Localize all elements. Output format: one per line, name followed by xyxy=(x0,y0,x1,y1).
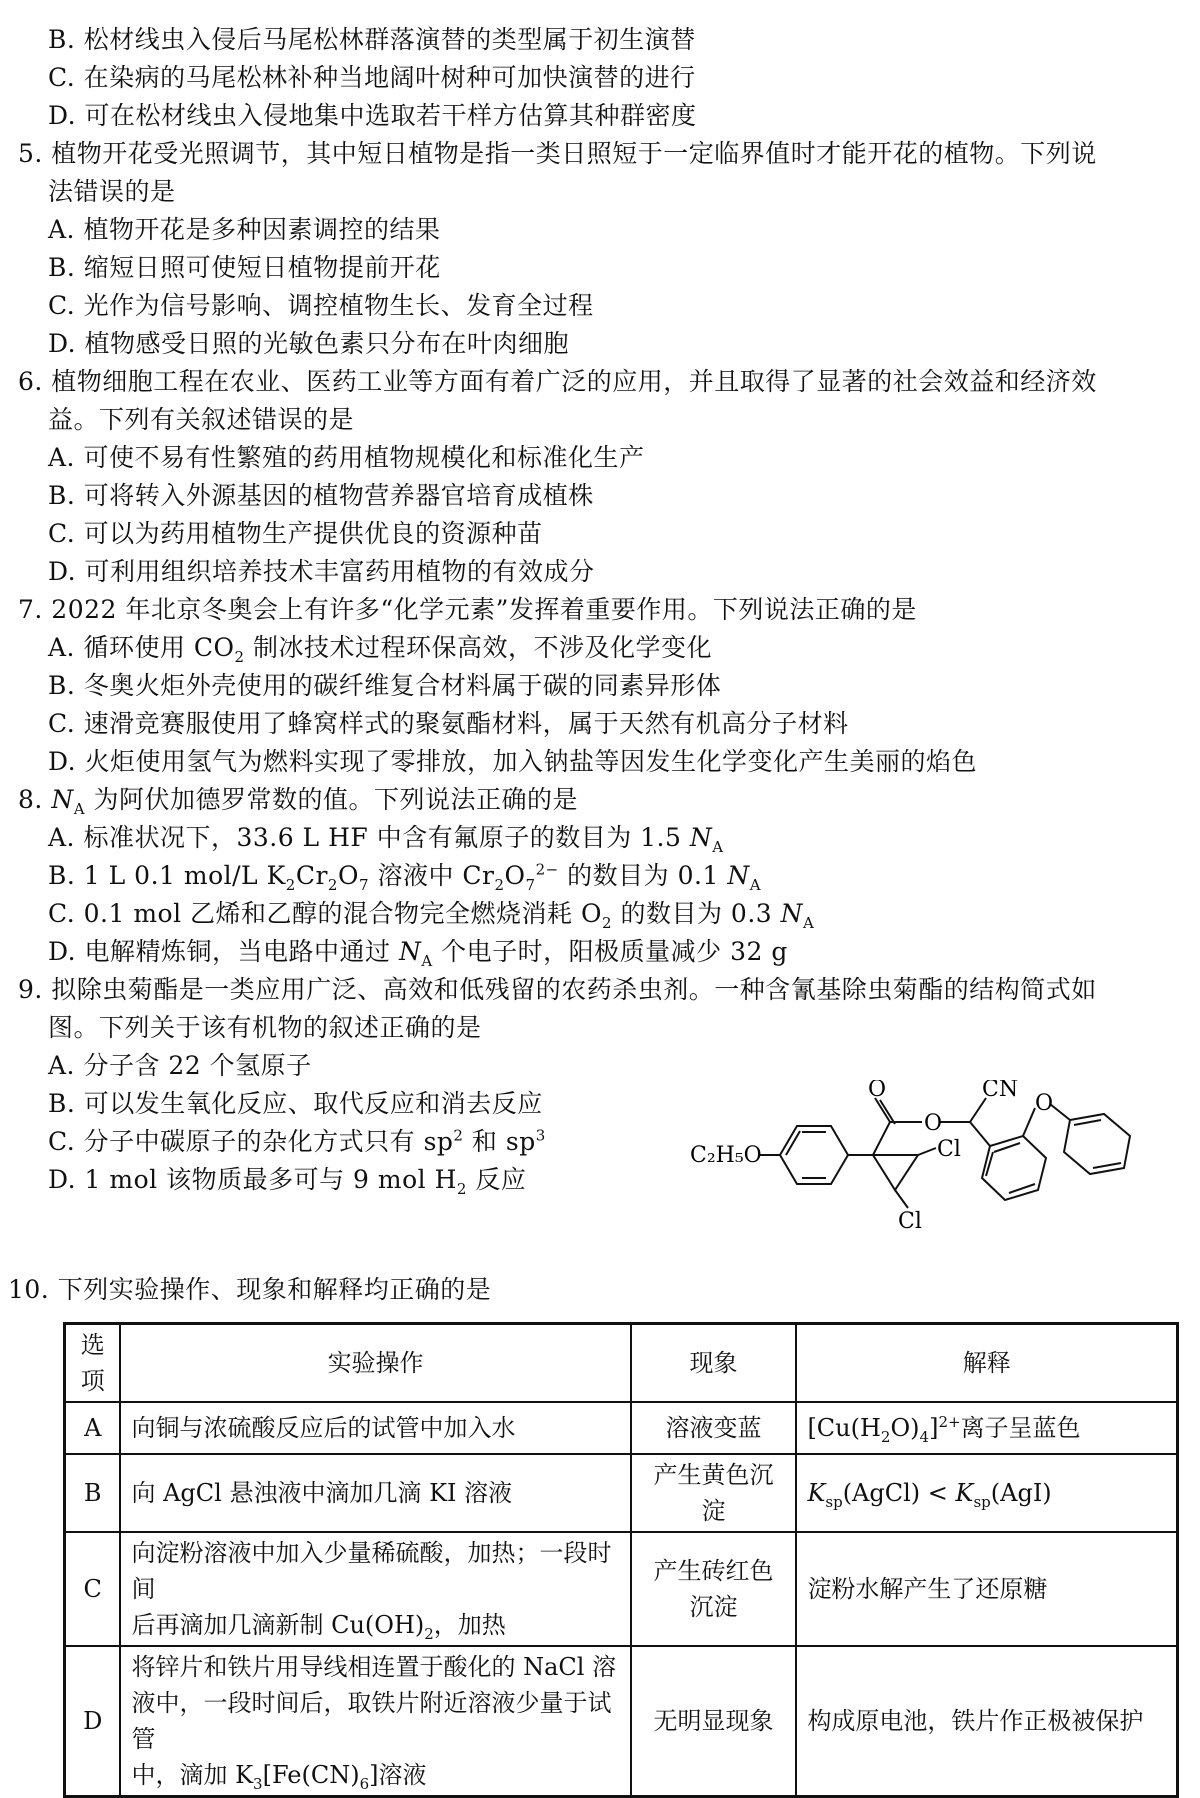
table-row xyxy=(65,1532,1178,1646)
row-a-option: A xyxy=(65,1402,121,1454)
table-row xyxy=(65,1402,1178,1454)
q8-stem: 8. $N_A$ 为阿伏加德罗常数的值。下列说法正确的是 xyxy=(18,785,578,818)
table-row xyxy=(65,1454,1178,1532)
q8-option-d: D. 电解精炼铜，当电路中通过 $N_A$ 个电子时，阳极质量减少 32 g xyxy=(48,937,788,970)
header-explanation: 解释 xyxy=(796,1324,1177,1403)
q9-option-d: D. 1 mol 该物质最多可与 9 mol $H_2$ 反应 xyxy=(48,1165,527,1198)
q7-option-c: C. 速滑竞赛服使用了蜂窝样式的聚氨酯材料，属于天然有机高分子材料 xyxy=(48,709,849,738)
row-d-option: D xyxy=(65,1646,121,1797)
q5-stem-line1: 5. 植物开花受光照调节，其中短日植物是指一类日照短于一定临界值时才能开花的植物。下列说 xyxy=(18,139,1097,168)
q6-option-d: D. 可利用组织培养技术丰富药用植物的有效成分 xyxy=(48,557,595,586)
row-c-phenomenon: 产生砖红色沉淀 xyxy=(631,1532,797,1646)
q6-option-b: B. 可将转入外源基因的植物营养器官培育成植株 xyxy=(48,481,594,510)
q7-option-d: D. 火炬使用氢气为燃料实现了零排放，加入钠盐等因发生化学变化产生美丽的焰色 xyxy=(48,747,978,776)
q4-option-d: D. 可在松材线虫入侵地集中选取若干样方估算其种群密度 xyxy=(48,101,697,130)
table-header-row xyxy=(65,1324,1178,1403)
q10-stem: 10. 下列实验操作、现象和解释均正确的是 xyxy=(8,1275,492,1304)
row-b-option: B xyxy=(65,1454,121,1532)
table-row xyxy=(65,1646,1178,1797)
q5-option-c: C. 光作为信号影响、调控植物生长、发育全过程 xyxy=(48,291,594,320)
carbonyl-oxygen-label: O xyxy=(868,1080,887,1102)
row-a-operation: 向铜与浓硫酸反应后的试管中加入水 xyxy=(120,1402,630,1454)
q5-option-a: A. 植物开花是多种因素调控的结果 xyxy=(48,215,441,244)
ethoxy-label: C₂H₅O xyxy=(690,1143,762,1168)
chlorine-label-2: Cl xyxy=(898,1209,922,1230)
q9-option-b: B. 可以发生氧化反应、取代反应和消去反应 xyxy=(48,1089,543,1118)
row-d-phenomenon: 无明显现象 xyxy=(631,1646,797,1797)
row-a-phenomenon: 溶液变蓝 xyxy=(631,1402,797,1454)
row-c-operation: 向淀粉溶液中加入少量稀硫酸，加热；一段时间 后再滴加几滴新制 $Cu(OH)_2$，加热 xyxy=(120,1532,630,1646)
q6-option-c: C. 可以为药用植物生产提供优良的资源种苗 xyxy=(48,519,543,548)
q8-option-c: C. 0.1 mol 乙烯和乙醇的混合物完全燃烧消耗 $O_2$ 的数目为 0.3 $N_A$ xyxy=(48,899,815,932)
q8-option-a: A. 标准状况下，33.6 L HF 中含有氟原子的数目为 1.5 $N_A$ xyxy=(48,823,724,856)
row-c-explanation: 淀粉水解产生了还原糖 xyxy=(796,1532,1177,1646)
q8-option-b: B. 1 L 0.1 mol/L $K_2Cr_2O_7$ 溶液中 $Cr_2O_7^{2-}$ 的数目为 0.1 $N_A$ xyxy=(48,860,762,894)
q5-option-d: D. 植物感受日照的光敏色素只分布在叶肉细胞 xyxy=(48,329,570,358)
row-d-explanation: 构成原电池，铁片作正极被保护 xyxy=(796,1646,1177,1797)
ester-oxygen-label: O xyxy=(924,1111,943,1136)
row-d-operation: 将锌片和铁片用导线相连置于酸化的 NaCl 溶 液中，一段时间后，取铁片附近溶液少量于试管 中，滴加 $K_3[Fe(CN)_6]$溶液 xyxy=(120,1646,630,1797)
q5-stem-line2: 法错误的是 xyxy=(48,177,176,206)
q9-stem-line1: 9. 拟除虫菊酯是一类应用广泛、高效和低残留的农药杀虫剂。一种含氰基除虫菊酯的结构简式如 xyxy=(18,975,1097,1004)
q9-option-c: C. 分子中碳原子的杂化方式只有 $sp^2$ 和 $sp^3$ xyxy=(48,1126,546,1156)
q7-stem: 7. 2022 年北京冬奥会上有许多“化学元素”发挥着重要作用。下列说法正确的是 xyxy=(18,595,917,624)
header-operation: 实验操作 xyxy=(120,1324,630,1403)
q6-stem-line2: 益。下列有关叙述错误的是 xyxy=(48,405,355,434)
row-b-phenomenon: 产生黄色沉淀 xyxy=(631,1454,797,1532)
q7-option-a: A. 循环使用 $CO_2$ 制冰技术过程环保高效，不涉及化学变化 xyxy=(48,633,713,666)
q6-option-a: A. 可使不易有性繁殖的药用植物规模化和标准化生产 xyxy=(48,443,645,472)
q9-option-a: A. 分子含 22 个氢原子 xyxy=(48,1051,312,1080)
row-b-explanation: $K_{sp}(AgCl) < K_{sp}(AgI)$ xyxy=(796,1454,1177,1532)
chlorine-label-1: Cl xyxy=(937,1137,961,1162)
chemical-structure-diagram xyxy=(690,1080,1170,1230)
q7-option-b: B. 冬奥火炬外壳使用的碳纤维复合材料属于碳的同素异形体 xyxy=(48,671,722,700)
row-c-option: C xyxy=(65,1532,121,1646)
q9-stem-line2: 图。下列关于该有机物的叙述正确的是 xyxy=(48,1013,482,1042)
q4-option-b: B. 松材线虫入侵后马尾松林群落演替的类型属于初生演替 xyxy=(48,25,696,54)
row-b-operation: 向 AgCl 悬浊液中滴加几滴 KI 溶液 xyxy=(120,1454,630,1532)
experiment-table xyxy=(63,1322,1179,1798)
header-phenomenon: 现象 xyxy=(631,1324,797,1403)
header-option: 选项 xyxy=(65,1324,121,1403)
row-a-explanation: $[Cu(H_2O)_4]^{2+}$离子呈蓝色 xyxy=(796,1402,1177,1454)
ether-oxygen-label: O xyxy=(1035,1091,1054,1116)
q6-stem-line1: 6. 植物细胞工程在农业、医药工业等方面有着广泛的应用，并且取得了显著的社会效益和经济效 xyxy=(18,367,1097,396)
q5-option-b: B. 缩短日照可使短日植物提前开花 xyxy=(48,253,441,282)
q4-option-c: C. 在染病的马尾松林补种当地阔叶树种可加快演替的进行 xyxy=(48,63,696,92)
cyano-label: CN xyxy=(982,1080,1019,1102)
